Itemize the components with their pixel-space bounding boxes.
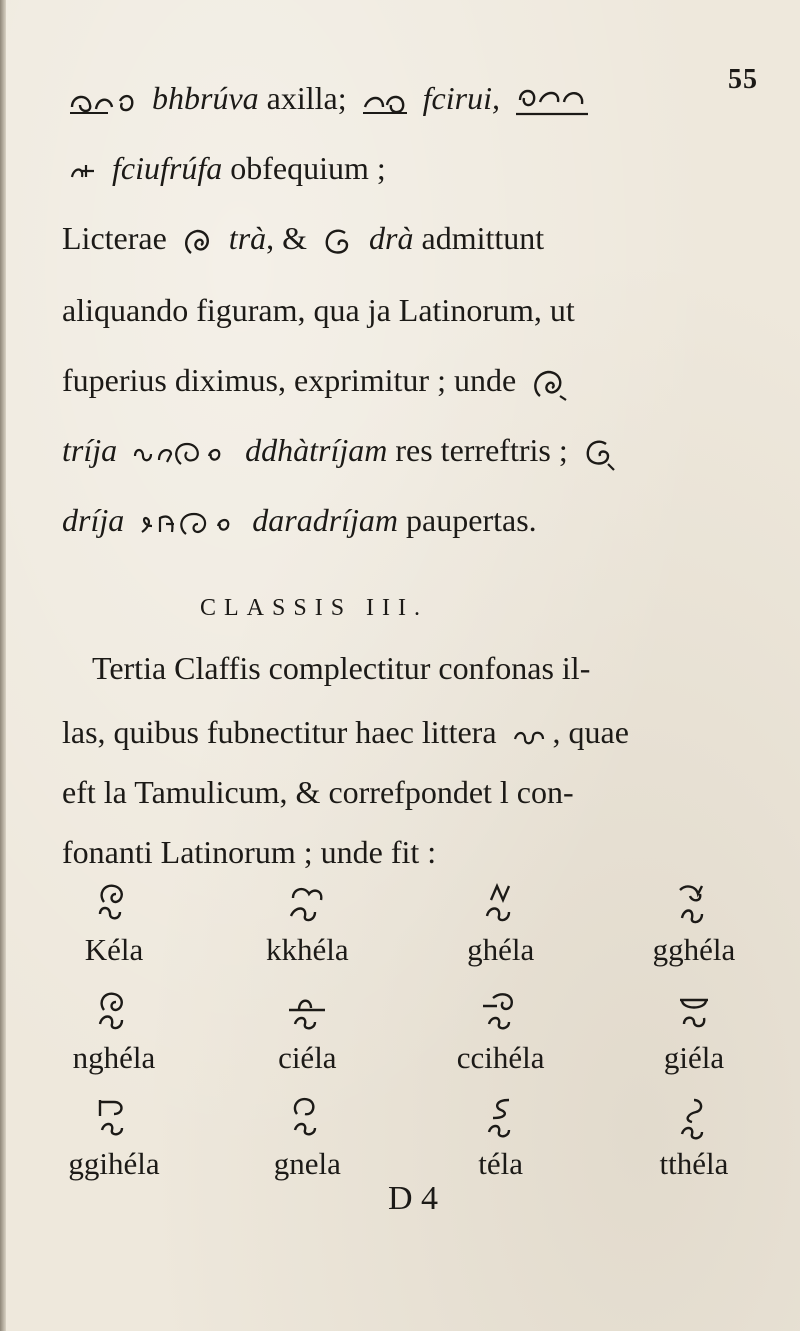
script-word-icon: [138, 508, 238, 540]
syllable-cell: giéla: [604, 988, 784, 1076]
syllable-cell: gghéla: [604, 880, 784, 968]
script-word-icon: [361, 87, 409, 117]
paragraph-line-2: las, quibus fubnectitur haec littera , quae: [62, 714, 629, 750]
script-word-icon: [514, 84, 590, 120]
grantha-thla-icon: [672, 1094, 716, 1142]
body-line-2: fciufrúfa obfequium ;: [62, 148, 386, 188]
script-la-icon: [511, 725, 547, 747]
script-word-icon: [68, 159, 98, 185]
syllable-row-1: [24, 880, 784, 968]
script-word-icon: [68, 87, 138, 117]
syllable-cell: ciéla: [217, 988, 397, 1076]
syllable-cell: ghéla: [411, 880, 591, 968]
syllable-cell: téla: [411, 1094, 591, 1182]
grantha-nyla-icon: [285, 1094, 329, 1142]
body-line-5: fuperius diximus, exprimitur ; unde: [62, 360, 574, 402]
body-line-7: dríja daradríjam paupertas.: [62, 502, 537, 538]
syllable-cell: gnela: [217, 1094, 397, 1182]
paragraph-line-1: Tertia Claffis complectitur confonas il-: [92, 650, 591, 686]
syllable-cell: ccihéla: [411, 988, 591, 1076]
syllable-cell: ggihéla: [24, 1094, 204, 1182]
grantha-khla-icon: [285, 880, 329, 928]
grantha-chla-icon: [479, 988, 523, 1036]
syllable-cell: Kéla: [24, 880, 204, 968]
grantha-tla-icon: [479, 1094, 523, 1142]
paragraph-line-4: fonanti Latinorum ; unde fit :: [62, 834, 437, 870]
grantha-ghla-icon: [672, 880, 716, 928]
classis-heading: CLASSIS III.: [200, 595, 429, 621]
script-tra-icon: [181, 225, 215, 259]
syllable-row-3: [24, 1094, 784, 1182]
syllable-cell: nghéla: [24, 988, 204, 1076]
script-tri-icon: [530, 366, 568, 402]
syllable-row-2: [24, 988, 784, 1076]
grantha-cla-icon: [285, 988, 329, 1036]
grantha-jla-icon: [672, 988, 716, 1036]
script-dra-icon: [321, 225, 355, 259]
syllable-cell: tthéla: [604, 1094, 784, 1182]
script-word-icon: [131, 438, 231, 470]
body-line-4: aliquando figuram, qua ja Latinorum, ut: [62, 292, 575, 328]
signature-mark: D 4: [388, 1180, 439, 1217]
syllable-cell: kkhéla: [217, 880, 397, 968]
grantha-ngla-icon: [92, 988, 136, 1036]
script-dri-icon: [582, 436, 616, 472]
body-line-3: Licterae trà, & drà admittunt: [62, 218, 544, 259]
body-line-1: bhbrúva axilla; fcirui,: [62, 78, 596, 120]
page-gutter: [0, 0, 6, 1331]
page-number: 55: [728, 64, 758, 95]
body-line-6: tríja ddhàtríjam res terreftris ;: [62, 430, 622, 472]
paragraph-line-3: eft la Tamulicum, & correfpondet l con-: [62, 774, 574, 810]
grantha-gla-icon: [479, 880, 523, 928]
grantha-kla-icon: [92, 880, 136, 928]
grantha-jhla-icon: [92, 1094, 136, 1142]
